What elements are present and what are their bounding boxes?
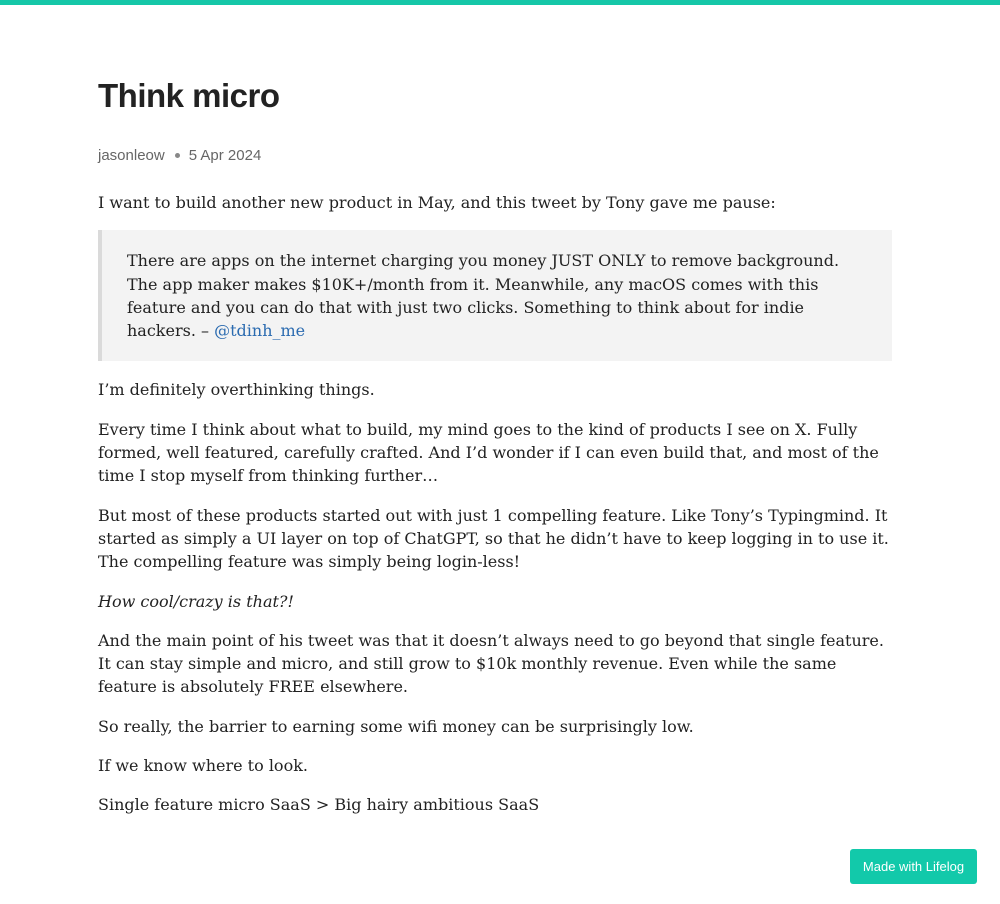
tweet-quote [98,230,892,361]
paragraph-4 [98,590,894,613]
paragraph-2: Every time I think about what to build, my mind goes to the kind of products I see on X. Fully formed, well featured, carefully crafted. And I’d wonder if I can even build that, and most of the time I stop myself from thinking further… [98,419,879,486]
paragraph-3: But most of these products started out with just 1 compelling feature. Like Tony’s Typingmind. It started as simply a UI layer on top of ChatGPT, so that he didn’t have to keep logging in to use it. The compelling feature was simply being login-less! [98,505,889,572]
paragraph-6: So really, the barrier to earning some wifi money can be surprisingly low. [98,716,694,736]
quote-author-link[interactable]: @tdinh_me [214,321,306,341]
paragraph-1: I’m definitely overthinking things. [98,380,375,400]
paragraph-5: And the main point of his tweet was that it doesn’t always need to go beyond that single feature. It can stay simple and micro, and still grow to $10k monthly revenue. Even while the same feature is absolutely FREE elsewhere. [98,630,884,697]
quote-text: There are apps on the internet charging you money JUST ONLY to remove background. The app maker makes $10K+/month from it. Meanwhile, any macOS comes with this feature and you can do that with just two clicks. Something to think about for indie hackers. – [127,251,840,341]
top-accent-bar [0,0,1000,5]
meta-separator-dot [175,153,180,158]
paragraph-8: Single feature micro SaaS > Big hairy ambitious SaaS [98,795,540,815]
post-author[interactable]: jasonleow [98,147,165,164]
post-date: 5 Apr 2024 [188,147,262,164]
italic-question: How cool/crazy is that?! [98,591,294,611]
made-with-lifelog-button[interactable]: Made with Lifelog [850,849,977,884]
paragraph-7: If we know where to look. [98,756,308,776]
post-body [98,191,894,833]
post-meta [98,146,261,166]
paragraph-intro: I want to build another new product in May, and this tweet by Tony gave me pause: [98,193,776,212]
post-title: Think micro [98,77,280,114]
quote-paragraph [127,249,868,342]
